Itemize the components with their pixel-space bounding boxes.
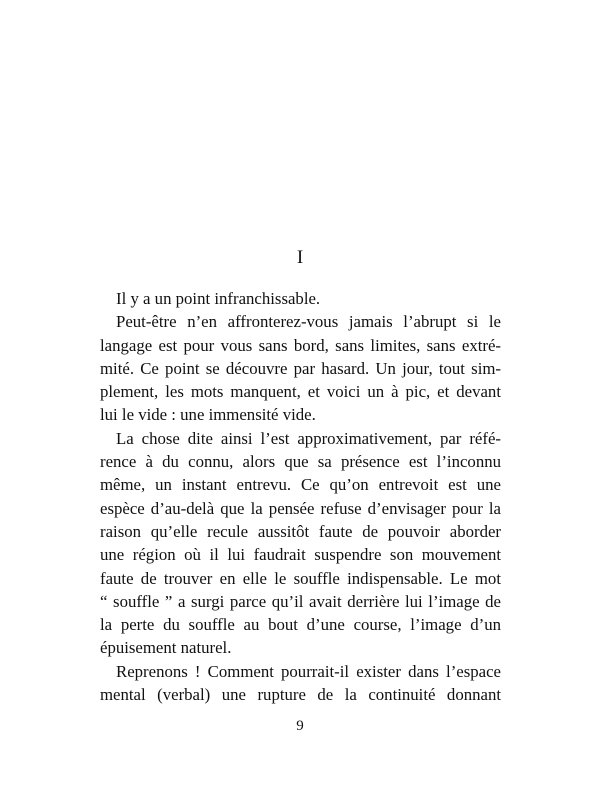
text-line: mental (verbal) une rupture de la continuité donnant xyxy=(100,685,501,705)
text-line: rence à du connu, alors que sa présence est l’inconnu xyxy=(100,452,501,472)
text-line: même, un instant entrevu. Ce qu’on entrevoit est une xyxy=(100,475,501,495)
text-line: plement, les mots manquent, et voici un à pic, et devant xyxy=(100,382,501,402)
text-line: lui le vide : une immensité vide. xyxy=(100,405,316,425)
text-line: épuisement naturel. xyxy=(100,638,232,658)
paragraph-3 xyxy=(100,427,501,660)
paragraph-2 xyxy=(100,310,501,426)
text-line: une région où il lui faudrait suspendre son mouvement xyxy=(100,545,501,565)
paragraph-1 xyxy=(100,287,501,310)
text-line: faute de trouver en elle le souffle indispensable. Le mot xyxy=(100,568,501,588)
page-number: 9 xyxy=(296,718,304,734)
text-line: “ souffle ” a surgi parce qu’il avait derrière lui l’image de xyxy=(100,591,501,611)
text-line: espèce d’au-delà que la pensée refuse d’envisager pour la xyxy=(100,498,501,518)
text-line: Il y a un point infranchissable. xyxy=(116,289,321,308)
body-text xyxy=(100,287,501,706)
text-line: La chose dite ainsi l’est approximativement, par réfé- xyxy=(116,428,501,448)
chapter-number: I xyxy=(296,247,304,268)
text-line: Reprenons ! Comment pourrait-il exister dans l’espace xyxy=(116,661,501,681)
text-line: langage est pour vous sans bord, sans limites, sans extré- xyxy=(100,335,501,355)
text-line: la perte du souffle au bout d’une course, l’image d’un xyxy=(100,615,501,635)
text-line: Peut-être n’en affronterez-vous jamais l’abrupt si le xyxy=(116,312,501,332)
text-line: raison qu’elle recule aussitôt faute de pouvoir aborder xyxy=(100,521,501,541)
text-line: mité. Ce point se découvre par hasard. Un jour, tout sim- xyxy=(100,358,501,378)
paragraph-4 xyxy=(100,660,501,707)
